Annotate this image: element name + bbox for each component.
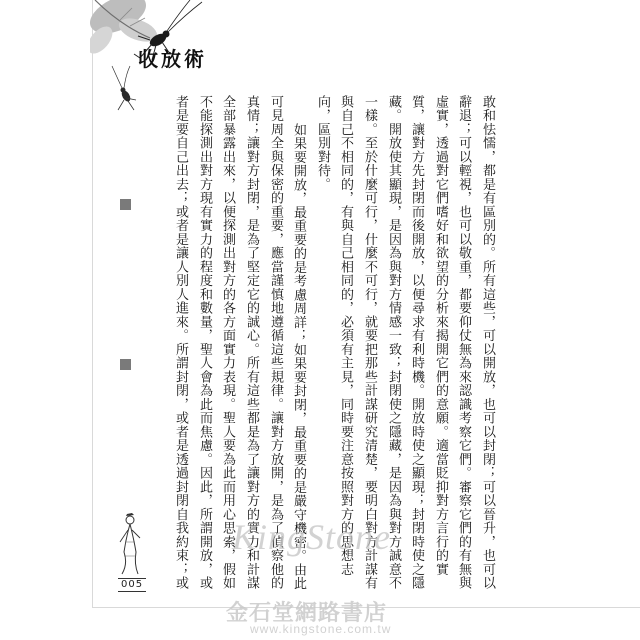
text-column: 者是要自己出去；或者是讓人別人進來。所謂封閉，或者是透過封閉自我約束；或 <box>173 95 188 590</box>
page-number: 005 <box>118 578 146 592</box>
text-column: 不能探測出對方現有實力的程度和數量，聖人會為此而焦慮。因此，所謂開放，或 <box>197 95 212 590</box>
paragraph-start-column: 如果要開放，最重要的是考慮周詳；如果要封閉，最重要的是嚴守機密。由此 <box>291 123 306 591</box>
text-column: 一樣。至於什麼可行，什麼不可行，就要把那些計謀研究清楚，要明白對方計謀有 <box>362 95 377 590</box>
section-title: 收放術 <box>138 47 207 71</box>
text-column: 向，區別對待。 <box>315 95 330 192</box>
text-column: 藏。開放使其顯現，是因為與對方情感一致；封閉使之隱藏，是因為與對方誠意不 <box>386 95 401 590</box>
watermark-brand: KingStone <box>232 517 391 557</box>
watermark-store-name: 金石堂網路書店 <box>226 601 388 626</box>
text-column: 可見周全與保密的重要，應當謹慎地遵循這些規律。讓對方放開，是為了偵察他的 <box>268 95 283 590</box>
text-column: 全部暴露出來，以便探測出對方的各方面實力表現。聖人要為此而用心思索，假如 <box>220 95 235 590</box>
small-cricket-illustration <box>112 66 136 110</box>
watermark-url: www.kingstone.com.tw <box>250 622 392 636</box>
text-column: 質，讓對方先封閉而後開放，以便尋求有利時機。開放時使之顯現；封閉時使之隱 <box>409 95 424 590</box>
margin-square-marker <box>120 359 131 370</box>
text-column: 敢和怯懦，都是有區別的。所有這些，可以開放，也可以封閉；可以晉升，也可以 <box>480 95 495 590</box>
text-column: 與自己不相同的，有與自己相同的，必須有主見，同時要注意按照對方的思想志 <box>338 95 353 577</box>
text-column: 辭退；可以輕視，也可以敬重，都要仰仗無為來認識考察它們。審察它們的有無與 <box>456 95 471 590</box>
figure-illustration <box>112 512 148 578</box>
margin-square-marker <box>120 199 131 210</box>
text-column: 虛實，透過對它們嗜好和欲望的分析來揭開它們的意願。適當貶抑對方言行的實 <box>433 95 448 577</box>
text-column: 真情；讓對方封閉，是為了堅定它的誠心。所有這些都是為了讓對方的實力和計謀 <box>244 95 259 590</box>
